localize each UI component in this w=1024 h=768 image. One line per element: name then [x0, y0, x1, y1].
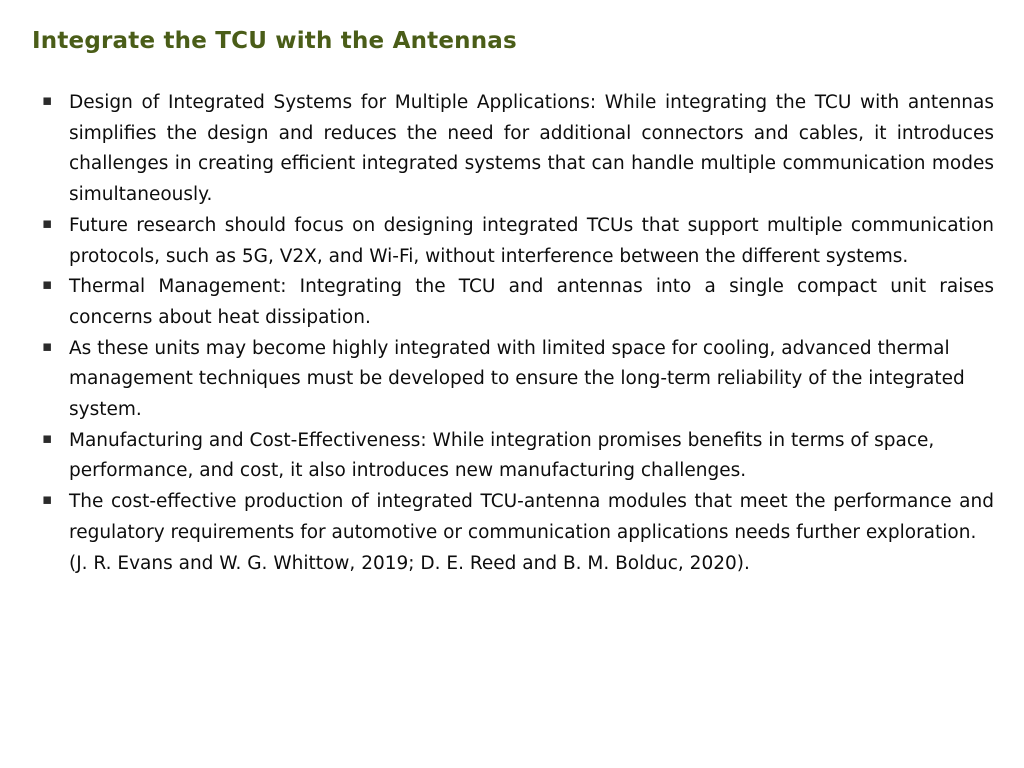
- list-item-text: Future research should focus on designing integrated TCUs that support multiple communication protocols, such as 5G, V2X, and Wi-Fi, without interference between the different systems.: [69, 214, 994, 267]
- list-item: [32, 487, 994, 548]
- list-item-text: Manufacturing and Cost-Effectiveness: While integration promises benefits in terms of space, performance, and cost, it also introduces new manufacturing challenges.: [69, 429, 935, 482]
- bullet-marker-icon: [42, 487, 52, 512]
- citation-line: (J. R. Evans and W. G. Whittow, 2019; D. E. Reed and B. M. Bolduc, 2020).: [69, 552, 750, 574]
- bullet-marker-icon: [42, 211, 52, 236]
- list-item-text: Thermal Management: Integrating the TCU and antennas into a single compact unit raises concerns about heat dissipation.: [69, 276, 994, 328]
- bullet-list: [32, 88, 994, 549]
- bullet-marker-icon: [42, 426, 52, 451]
- list-item-text: As these units may become highly integrated with limited space for cooling, advanced thermal management techniques must be developed to ensure the long-term reliability of the integrated system.: [69, 337, 965, 421]
- bullet-marker-icon: [42, 88, 52, 113]
- list-item-text: Design of Integrated Systems for Multiple Applications: While integrating the TCU with antennas simplifies the design and reduces the need for additional connectors and cables, it introduces challenges in creating efficient integrated systems that can handle multiple communication modes simultaneously.: [69, 92, 994, 206]
- page-title: Integrate the TCU with the Antennas: [32, 28, 517, 54]
- list-item: [32, 426, 994, 487]
- list-item-text: The cost-effective production of integrated TCU-antenna modules that meet the performance and regulatory requirements for automotive or communication applications needs further exploration.: [69, 491, 994, 543]
- bullet-marker-icon: [42, 334, 52, 359]
- list-item: [32, 272, 994, 333]
- slide-body: [32, 88, 994, 579]
- list-item: [32, 211, 994, 272]
- list-item: [32, 334, 994, 426]
- list-item: [32, 88, 994, 211]
- bullet-marker-icon: [42, 272, 52, 297]
